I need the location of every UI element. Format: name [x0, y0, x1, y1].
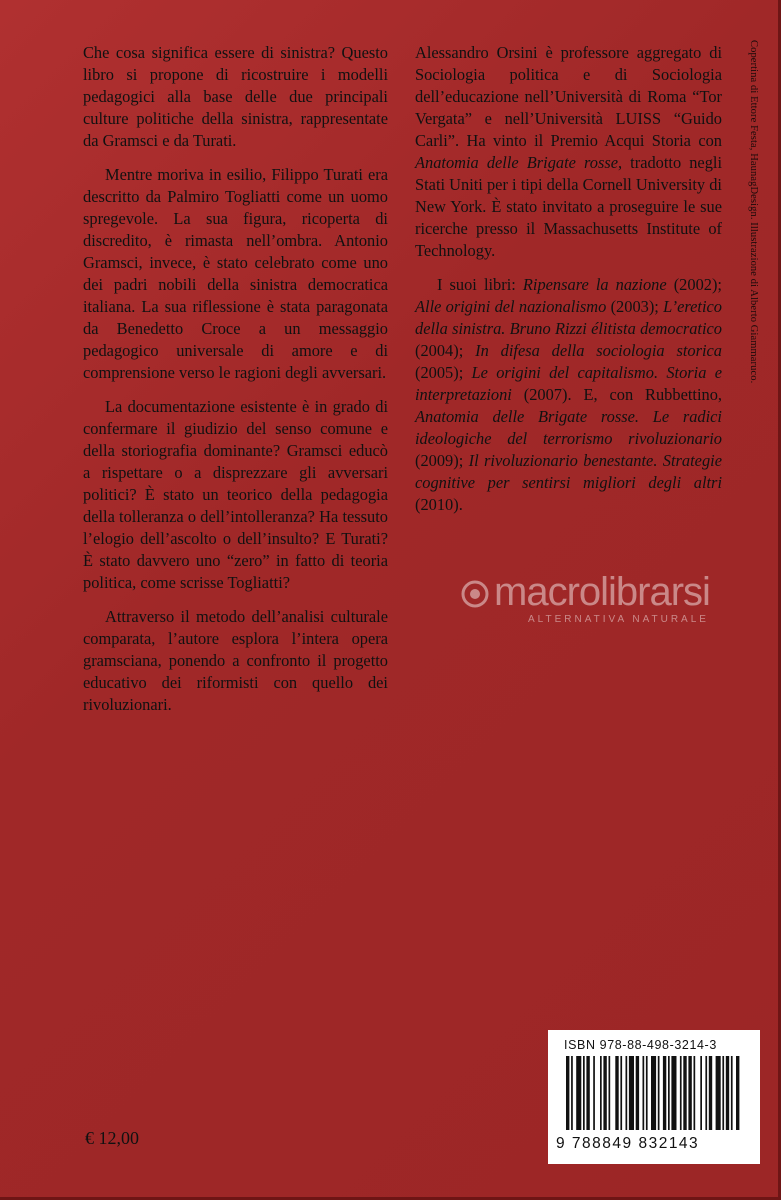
author-bio — [415, 42, 722, 262]
isbn-text: ISBN 978-88-498-3214-3 — [564, 1038, 717, 1052]
book-title: Anatomia delle Brigate rosse. Le radici ideologiche del terrorismo rivoluzionario — [415, 407, 722, 448]
synopsis-paragraph-4: Attraverso il metodo dell’analisi culturale comparata, l’autore esplora l’intera opera gramsciana, ponendo a confronto il progetto educativo dei riformisti con quello dei rivoluzionari. — [83, 607, 388, 714]
synopsis-column — [83, 42, 388, 728]
book-title: Il rivoluzionario benestante. Strategie cognitive per sentirsi migliori degli altri — [415, 451, 722, 492]
book-year: (2005); — [415, 363, 472, 382]
book-title: Alle origini del nazionalismo — [415, 297, 607, 316]
book-year: (2010). — [415, 495, 463, 514]
author-column — [415, 42, 722, 528]
barcode-bars — [562, 1056, 746, 1136]
watermark-brand-row — [460, 570, 710, 614]
author-bio-rest: , tradotto negli Stati Uniti per i tipi della Cornell University di New York. È stato invitato a proseguire le sue ricerche presso il Massachusetts Institute of Technology. — [415, 153, 723, 260]
author-bio-text: Alessandro Orsini è professore aggregato di Sociologia politica e di Sociologia dell’educazione nell’Università di Roma “Tor Vergata” e nell’Università LUISS “Guido Carli”. Ha vinto il Premio Acqui Storia con — [415, 43, 722, 150]
watermark-brand: macrolibrarsi — [494, 570, 710, 614]
watermark — [460, 570, 710, 625]
book-year: (2009); — [415, 451, 469, 470]
watermark-tagline: ALTERNATIVA NATURALE — [528, 614, 709, 625]
synopsis-paragraph-3: La documentazione esistente è in grado di confermare il giudizio del senso comune e della storiografia dominante? Gramsci educò a rispettare o a disprezzare gli avversari politici? È stato un teorico della pedagogia della tolleranza o dell’intolleranza? Ha tessuto l’elogio dell’ascolto o dell’insulto? E Turati? È stato davvero uno “zero” in fatto di teoria politica, come scrisse Togliatti? — [83, 397, 388, 592]
book-title: L’eretico della sinistra. Bruno Rizzi élitista democratico — [415, 297, 722, 338]
price: € 12,00 — [85, 1128, 139, 1148]
barcode-label — [548, 1030, 760, 1164]
award-book-title: Anatomia delle Brigate rosse — [415, 153, 618, 172]
book-year: (2003); — [606, 297, 664, 316]
synopsis-paragraph-1: Che cosa significa essere di sinistra? Questo libro si propone di ricostruire i modelli pedagogici alla base delle due principali culture politiche della sinistra, rappresentate da Gramsci e da Turati. — [83, 43, 388, 150]
book-year: (2002); — [666, 275, 722, 294]
book-title: Ripensare la nazione — [522, 275, 667, 294]
book-title: In difesa della sociologia storica — [475, 341, 722, 360]
book-year: (2007). E, con Rubbettino, — [511, 385, 722, 404]
barcode-number: 9 788849 832143 — [556, 1135, 700, 1152]
synopsis-paragraph-2: Mentre moriva in esilio, Filippo Turati era descritto da Palmiro Togliatti come un uomo spregevole. La sua figura, ricoperta di discredito, è rimasta nell’ombra. Antonio Gramsci, invece, è stato celebrato come uno dei padri nobili della sinistra democratica italiana. La sua riflessione è stata paragonata da Benedetto Croce a un messaggio pedagogico universale di amore e di comprensione verso le ragioni degli avversari. — [83, 165, 388, 382]
book-title: Le origini del capitalismo. Storia e interpretazioni — [415, 363, 722, 404]
cover-credits: Copertina di Ettore Festa, HaunagDesign. Illustrazione di Alberto Giammaruco. — [748, 40, 759, 384]
watermark-logo-icon — [460, 579, 490, 609]
books-intro: I suoi libri: — [437, 275, 523, 294]
author-books — [415, 274, 722, 516]
book-year: (2004); — [415, 341, 476, 360]
